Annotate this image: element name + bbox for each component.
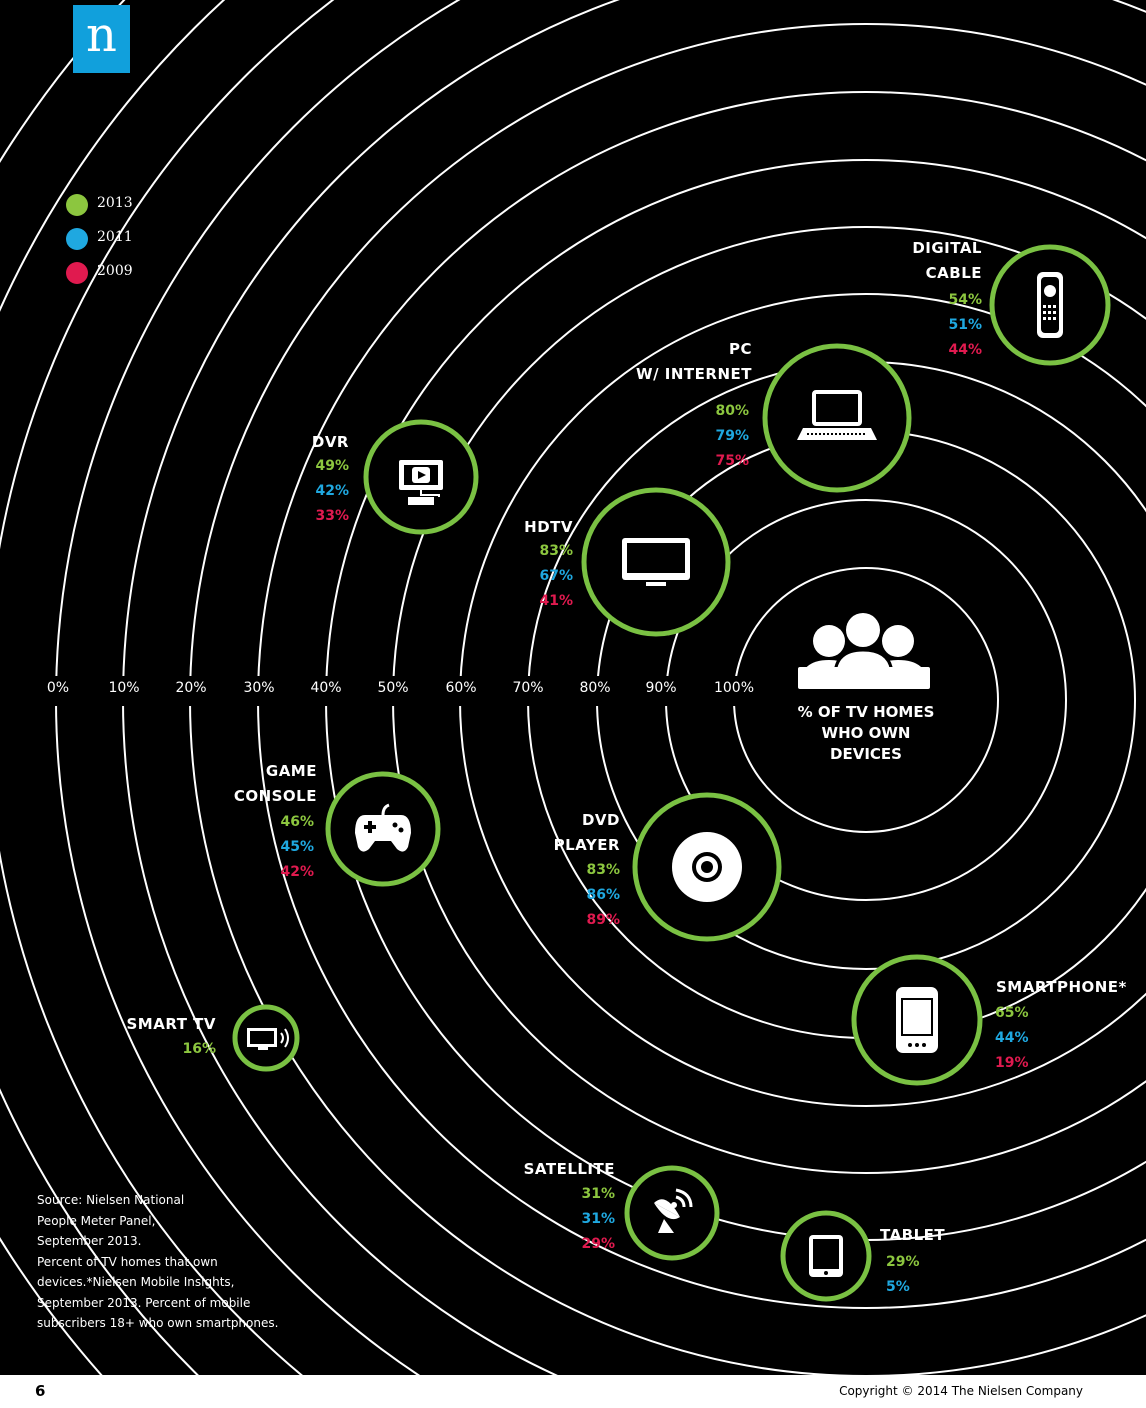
smart-tv-label bbox=[126, 1012, 216, 1037]
label-line: CONSOLE bbox=[233, 787, 317, 805]
legend-label: 2013 bbox=[97, 195, 133, 211]
source-line: September 2013. bbox=[37, 1234, 142, 1248]
smart-tv-bubble bbox=[235, 1007, 297, 1069]
source-line: Source: Nielsen National bbox=[37, 1193, 185, 1207]
remote-icon bbox=[1037, 272, 1063, 338]
digital-cable-bubble bbox=[992, 247, 1108, 363]
dvr-label bbox=[312, 430, 349, 455]
smartphone-value-2011: 44% bbox=[995, 1030, 1029, 1046]
legend-dot-2011 bbox=[66, 228, 88, 250]
label-line: PLAYER bbox=[553, 836, 620, 854]
label-line: SATELLITE bbox=[523, 1160, 615, 1178]
smartphone-value-2013: 65% bbox=[995, 1005, 1029, 1021]
center-label-line: WHO OWN bbox=[821, 724, 911, 742]
legend-dot-2013 bbox=[66, 194, 88, 216]
tablet-bubble bbox=[783, 1213, 869, 1299]
label-line: TABLET bbox=[880, 1226, 946, 1244]
center-label-line: DEVICES bbox=[830, 745, 902, 763]
axis-tick-label: 0% bbox=[46, 680, 70, 696]
hdtv-bubble bbox=[584, 490, 728, 634]
satellite-label bbox=[524, 1157, 615, 1182]
axis-tick-label: 40% bbox=[310, 680, 342, 696]
tablet-value-2013: 29% bbox=[886, 1254, 920, 1270]
source-line: People Meter Panel, bbox=[37, 1213, 156, 1228]
game-console-label bbox=[234, 759, 317, 809]
pc-internet-value-2009: 75% bbox=[715, 453, 749, 469]
game-console-value-2013: 46% bbox=[280, 814, 314, 830]
source-line: devices.*Nielsen Mobile Insights, bbox=[37, 1275, 235, 1289]
people-icon bbox=[798, 613, 930, 689]
smartphone-bubble bbox=[854, 957, 980, 1083]
pc-internet-label bbox=[636, 337, 752, 387]
disc-icon bbox=[672, 832, 742, 902]
label-line: DVD bbox=[581, 811, 620, 829]
dvr-value-2011: 42% bbox=[315, 483, 349, 499]
legend-label: 2009 bbox=[97, 263, 133, 279]
game-console-bubble bbox=[328, 774, 438, 884]
satellite-value-2013: 31% bbox=[581, 1186, 615, 1202]
label-line: SMART TV bbox=[126, 1015, 216, 1033]
axis-tick-label: 60% bbox=[445, 680, 477, 696]
source-line: subscribers 18+ who own smartphones. bbox=[37, 1316, 279, 1330]
tablet-label bbox=[880, 1223, 945, 1248]
smart-tv-value-2013: 16% bbox=[182, 1041, 216, 1057]
digital-cable-value-2013: 54% bbox=[948, 292, 982, 308]
game-console-value-2009: 42% bbox=[280, 864, 314, 880]
ring bbox=[734, 568, 998, 832]
pc-internet-value-2013: 80% bbox=[715, 403, 749, 419]
digital-cable-value-2011: 51% bbox=[948, 317, 982, 333]
axis-tick-label: 10% bbox=[108, 680, 140, 696]
satellite-value-2009: 29% bbox=[581, 1236, 615, 1252]
label-line: DVR bbox=[311, 433, 349, 451]
copyright: Copyright © 2014 The Nielsen Company bbox=[839, 1384, 1083, 1398]
source-note bbox=[37, 1190, 337, 1334]
hdtv-value-2013: 83% bbox=[539, 543, 573, 559]
label-line: W/ INTERNET bbox=[636, 365, 752, 383]
satellite-bubble bbox=[627, 1168, 717, 1258]
dvr-bubble bbox=[366, 422, 476, 532]
axis-tick-label: 90% bbox=[645, 680, 677, 696]
axis-tick-label: 20% bbox=[175, 680, 207, 696]
dvr-value-2009: 33% bbox=[315, 508, 349, 524]
center-label bbox=[760, 702, 972, 765]
pc-internet-bubble bbox=[765, 346, 909, 490]
dvd-player-value-2011: 86% bbox=[586, 887, 620, 903]
dvd-player-value-2013: 83% bbox=[586, 862, 620, 878]
label-line: SMARTPHONE* bbox=[996, 978, 1127, 996]
hdtv-value-2011: 67% bbox=[539, 568, 573, 584]
nielsen-logo: n bbox=[73, 5, 130, 73]
label-line: HDTV bbox=[524, 518, 573, 536]
hdtv-value-2009: 41% bbox=[539, 593, 573, 609]
center-label-line: % OF TV HOMES bbox=[797, 703, 935, 721]
dvd-player-label bbox=[554, 808, 620, 858]
smartphone-value-2009: 19% bbox=[995, 1055, 1029, 1071]
legend-label: 2011 bbox=[97, 229, 133, 245]
axis-tick-label: 80% bbox=[579, 680, 611, 696]
axis-tick-label: 30% bbox=[243, 680, 275, 696]
tablet-value-2011: 5% bbox=[886, 1279, 910, 1295]
digital-cable-label bbox=[912, 236, 982, 286]
digital-cable-value-2009: 44% bbox=[948, 342, 982, 358]
dvd-player-bubble bbox=[635, 795, 779, 939]
label-line: CABLE bbox=[925, 264, 982, 282]
tablet-icon bbox=[809, 1235, 843, 1277]
axis-tick-label: 50% bbox=[377, 680, 409, 696]
dvr-value-2013: 49% bbox=[315, 458, 349, 474]
legend-dot-2009 bbox=[66, 262, 88, 284]
game-console-value-2011: 45% bbox=[280, 839, 314, 855]
label-line: GAME bbox=[265, 762, 317, 780]
dvd-player-value-2009: 89% bbox=[586, 912, 620, 928]
axis-tick-label: 70% bbox=[512, 680, 544, 696]
source-line: Percent of TV homes that own bbox=[37, 1254, 218, 1269]
axis-tick-label: 100% bbox=[713, 680, 755, 696]
source-line: September 2013. Percent of mobile bbox=[37, 1295, 251, 1310]
hdtv-label bbox=[524, 515, 573, 540]
label-line: PC bbox=[728, 340, 752, 358]
page-number: 6 bbox=[35, 1382, 46, 1400]
pc-internet-value-2011: 79% bbox=[715, 428, 749, 444]
smartphone-label bbox=[996, 975, 1127, 1000]
smartphone-icon bbox=[896, 987, 938, 1053]
label-line: DIGITAL bbox=[912, 239, 982, 257]
satellite-value-2011: 31% bbox=[581, 1211, 615, 1227]
tv-icon bbox=[622, 538, 690, 586]
